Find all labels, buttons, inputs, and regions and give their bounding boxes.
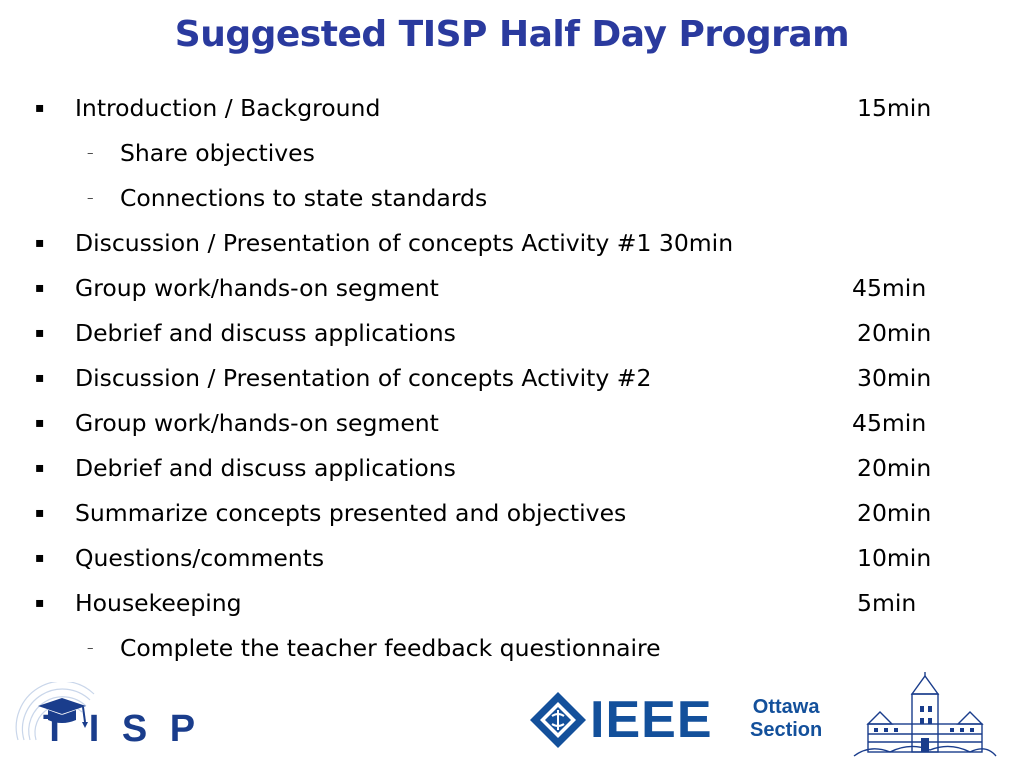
ieee-diamond-icon — [528, 690, 588, 750]
agenda-item-text: Connections to state standards — [120, 184, 488, 212]
ieee-logo-text: IEEE — [590, 691, 713, 749]
agenda-item — [0, 356, 1024, 401]
agenda-item-text: Introduction / Background — [75, 94, 381, 122]
agenda-item — [0, 446, 1024, 491]
slide-title: Suggested TISP Half Day Program — [174, 14, 850, 55]
agenda-item — [0, 86, 1024, 131]
bullet-marker: ▪ — [35, 550, 45, 566]
bullet-marker: ▪ — [35, 370, 45, 386]
agenda-item-duration: 20min — [857, 499, 932, 527]
agenda-item-text: Questions/comments — [75, 544, 325, 572]
agenda-item-text: Housekeeping — [75, 589, 242, 617]
ottawa-line: Ottawa — [752, 696, 820, 718]
bullet-marker: ▪ — [35, 595, 45, 611]
ottawa-section-label — [750, 696, 822, 742]
agenda-item — [0, 491, 1024, 536]
agenda-item-text: Share objectives — [120, 139, 315, 167]
bullet-marker: ▪ — [35, 100, 45, 116]
agenda-item-duration: 20min — [857, 454, 932, 482]
agenda-item-text: Complete the teacher feedback questionnaire — [120, 634, 661, 662]
agenda-item-text: Debrief and discuss applications — [75, 319, 456, 347]
bullet-marker: ▪ — [35, 415, 45, 431]
agenda-item-duration: 20min — [857, 319, 932, 347]
parliament-building-icon — [850, 672, 1000, 764]
agenda-subitem — [0, 131, 1024, 176]
tisp-logo-text: T I S P — [43, 708, 202, 750]
bullet-marker: ▪ — [35, 235, 45, 251]
agenda-subitem — [0, 626, 1024, 671]
bullet-marker: ▪ — [35, 325, 45, 341]
agenda-item-text: Discussion / Presentation of concepts Activity #1 30min — [75, 229, 734, 257]
agenda-item-duration: 45min — [852, 409, 927, 437]
agenda-item-text: Summarize concepts presented and objectives — [75, 499, 627, 527]
agenda-item — [0, 221, 1024, 266]
agenda-item — [0, 311, 1024, 356]
agenda-item-text: Debrief and discuss applications — [75, 454, 456, 482]
bullet-marker: ▪ — [35, 505, 45, 521]
dash-marker: – — [87, 146, 94, 161]
agenda-subitem — [0, 176, 1024, 221]
bullet-marker: ▪ — [35, 280, 45, 296]
agenda-item-duration: 30min — [857, 364, 932, 392]
agenda-item — [0, 536, 1024, 581]
agenda-item-duration: 15min — [857, 94, 932, 122]
agenda-item-text: Group work/hands-on segment — [75, 274, 439, 302]
agenda-item-text: Discussion / Presentation of concepts Activity #2 — [75, 364, 652, 392]
agenda-item — [0, 581, 1024, 626]
logo-bar — [0, 668, 1024, 768]
agenda-item-duration: 45min — [852, 274, 927, 302]
dash-marker: – — [87, 191, 94, 206]
bullet-marker: ▪ — [35, 460, 45, 476]
agenda-item — [0, 266, 1024, 311]
agenda-item — [0, 401, 1024, 446]
dash-marker: – — [87, 641, 94, 656]
agenda-item-duration: 5min — [857, 589, 917, 617]
section-line: Section — [750, 719, 823, 741]
agenda-item-text: Group work/hands-on segment — [75, 409, 439, 437]
agenda-item-duration: 10min — [857, 544, 932, 572]
